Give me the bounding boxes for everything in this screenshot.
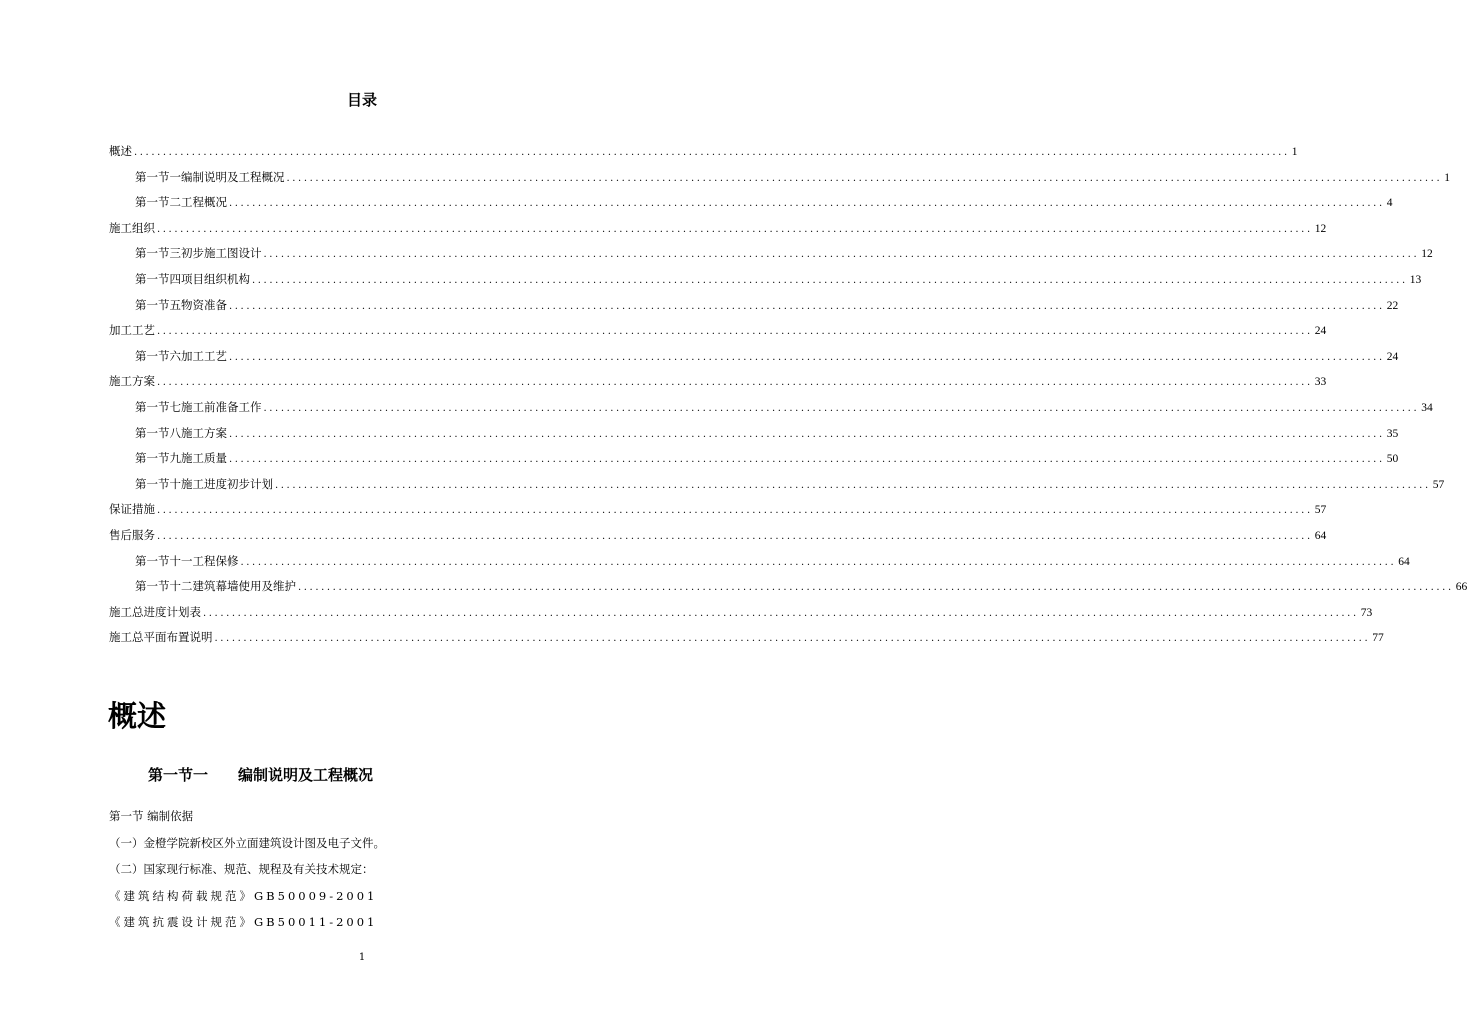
subsection-number: 第一节一	[148, 766, 209, 784]
toc-entry-number: 第一节三	[135, 246, 181, 261]
toc-entry[interactable]	[109, 271, 1422, 297]
toc-entry-page: 1	[1291, 146, 1298, 158]
toc-leader-dots: ........................................................................................................................................................................................................	[229, 300, 1385, 312]
body-line: （二）国家现行标准、规范、规程及有关技术规定：	[109, 862, 374, 876]
toc-entry-page: 57	[1432, 478, 1445, 491]
toc-entry[interactable]	[109, 245, 1433, 271]
toc-entry-page: 77	[1372, 632, 1384, 645]
toc-entry-number: 第一节九	[135, 451, 181, 466]
toc-entry[interactable]	[109, 348, 1399, 374]
toc-leader-dots: ........................................................................................................................................................................................................	[275, 479, 1431, 491]
table-of-contents	[109, 143, 1467, 655]
toc-entry[interactable]	[109, 297, 1399, 323]
toc-entry[interactable]	[109, 450, 1399, 476]
toc-entry[interactable]	[109, 553, 1410, 579]
toc-entry-page: 12	[1314, 222, 1327, 235]
section-heading: 概述	[108, 699, 167, 733]
toc-entry[interactable]	[109, 143, 1298, 169]
toc-entry-page: 13	[1409, 273, 1422, 286]
toc-leader-dots: ........................................................................................................................................................................................................	[263, 249, 1420, 261]
toc-leader-dots: ........................................................................................................................................................................................................	[229, 198, 1385, 210]
toc-leader-dots: ........................................................................................................................................................................................................	[203, 607, 1359, 619]
toc-leader-dots: ........................................................................................................................................................................................................	[157, 326, 1313, 338]
toc-leader-dots: ........................................................................................................................................................................................................	[229, 454, 1385, 466]
body-line: 第一节 编制依据	[109, 809, 194, 823]
toc-entry-label: 施工进度初步计划	[181, 476, 273, 491]
toc-entry-label: 保证措施	[109, 502, 155, 517]
toc-entry-label: 施工方案	[109, 374, 155, 389]
toc-leader-dots: ........................................................................................................................................................................................................	[298, 582, 1454, 594]
toc-entry-page: 57	[1314, 504, 1327, 517]
toc-leader-dots: ........................................................................................................................................................................................................	[157, 223, 1313, 235]
toc-entry-label: 工程保修	[192, 553, 239, 568]
toc-entry-label: 施工方案	[181, 425, 227, 440]
toc-entry-number: 第一节七	[135, 399, 181, 414]
toc-entry[interactable]	[109, 629, 1384, 655]
toc-entry[interactable]	[109, 604, 1373, 630]
toc-leader-dots: ........................................................................................................................................................................................................	[252, 274, 1408, 286]
toc-entry-label: 物资准备	[181, 297, 227, 312]
toc-entry-page: 64	[1314, 529, 1327, 542]
toc-entry-page: 1	[1444, 171, 1450, 184]
subsection-heading	[148, 764, 373, 785]
toc-entry[interactable]	[109, 194, 1393, 220]
toc-entry-label: 售后服务	[109, 527, 155, 542]
toc-entry-page: 33	[1314, 376, 1327, 389]
toc-entry-label: 施工总平面布置说明	[109, 630, 213, 645]
toc-leader-dots: ........................................................................................................................................................................................................	[229, 428, 1385, 440]
toc-entry-label: 加工工艺	[181, 348, 227, 363]
body-line: 《建筑抗震设计规范》GB50011-2001	[109, 915, 378, 929]
body-text	[109, 808, 385, 941]
toc-entry-label: 加工工艺	[109, 323, 155, 338]
toc-entry-page: 12	[1421, 248, 1433, 261]
toc-entry-page: 24	[1314, 325, 1327, 338]
toc-entry-number: 第一节八	[135, 425, 181, 440]
page-number: 1	[358, 952, 366, 963]
body-line: 《建筑结构荷载规范》GB50009-2001	[109, 888, 378, 903]
toc-entry-page: 4	[1386, 197, 1393, 210]
toc-leader-dots: ........................................................................................................................................................................................................	[263, 402, 1420, 414]
toc-entry[interactable]	[109, 476, 1445, 502]
toc-entry-number: 第一节十	[135, 476, 181, 491]
toc-entry-number: 第一节十一	[135, 553, 193, 568]
toc-leader-dots: ........................................................................................................................................................................................................	[157, 505, 1313, 517]
toc-title: 目录	[346, 91, 377, 109]
toc-entry-page: 22	[1386, 299, 1399, 312]
toc-entry-page: 73	[1360, 606, 1373, 619]
toc-entry[interactable]	[109, 501, 1327, 527]
toc-entry-label: 初步施工图设计	[181, 246, 262, 261]
toc-entry-label: 建筑幕墙使用及维护	[192, 579, 296, 594]
toc-entry-number: 第一节六	[135, 348, 181, 363]
toc-entry-number: 第一节十二	[135, 579, 193, 594]
toc-entry-page: 66	[1455, 581, 1467, 594]
toc-entry-number: 第一节五	[135, 297, 181, 312]
toc-entry-page: 35	[1386, 427, 1399, 440]
toc-entry[interactable]	[109, 578, 1467, 604]
toc-entry-number: 第一节二	[135, 195, 181, 210]
toc-entry-number: 第一节四	[135, 271, 181, 286]
toc-entry[interactable]	[109, 322, 1327, 348]
toc-entry[interactable]	[109, 527, 1327, 553]
toc-leader-dots: ........................................................................................................................................................................................................	[240, 556, 1397, 568]
toc-entry-number: 第一节一	[135, 169, 181, 184]
body-line: （一）金橙学院新校区外立面建筑设计图及电子文件。	[109, 835, 385, 850]
toc-leader-dots: ........................................................................................................................................................................................................	[134, 147, 1290, 158]
toc-entry-page: 50	[1386, 453, 1399, 466]
toc-entry-label: 概述	[109, 144, 132, 158]
toc-entry[interactable]	[109, 169, 1450, 195]
toc-leader-dots: ........................................................................................................................................................................................................	[286, 172, 1443, 184]
toc-entry-page: 24	[1386, 350, 1399, 363]
toc-leader-dots: ........................................................................................................................................................................................................	[229, 351, 1385, 363]
toc-entry-label: 施工前准备工作	[181, 399, 262, 414]
toc-entry-label: 编制说明及工程概况	[181, 169, 285, 184]
toc-entry[interactable]	[109, 425, 1399, 451]
toc-entry-page: 34	[1421, 401, 1433, 414]
toc-entry-label: 工程概况	[181, 195, 227, 210]
toc-leader-dots: ........................................................................................................................................................................................................	[157, 530, 1313, 542]
toc-leader-dots: ........................................................................................................................................................................................................	[214, 633, 1371, 645]
toc-entry-label: 施工总进度计划表	[109, 604, 201, 619]
toc-entry-label: 施工组织	[109, 220, 155, 235]
toc-entry-page: 64	[1398, 555, 1410, 568]
toc-entry[interactable]	[109, 220, 1327, 246]
toc-leader-dots: ........................................................................................................................................................................................................	[157, 377, 1313, 389]
toc-entry-label: 项目组织机构	[181, 271, 250, 286]
toc-entry[interactable]	[109, 399, 1433, 425]
toc-entry-label: 施工质量	[181, 451, 227, 466]
subsection-title: 编制说明及工程概况	[238, 766, 374, 784]
toc-entry[interactable]	[109, 373, 1327, 399]
